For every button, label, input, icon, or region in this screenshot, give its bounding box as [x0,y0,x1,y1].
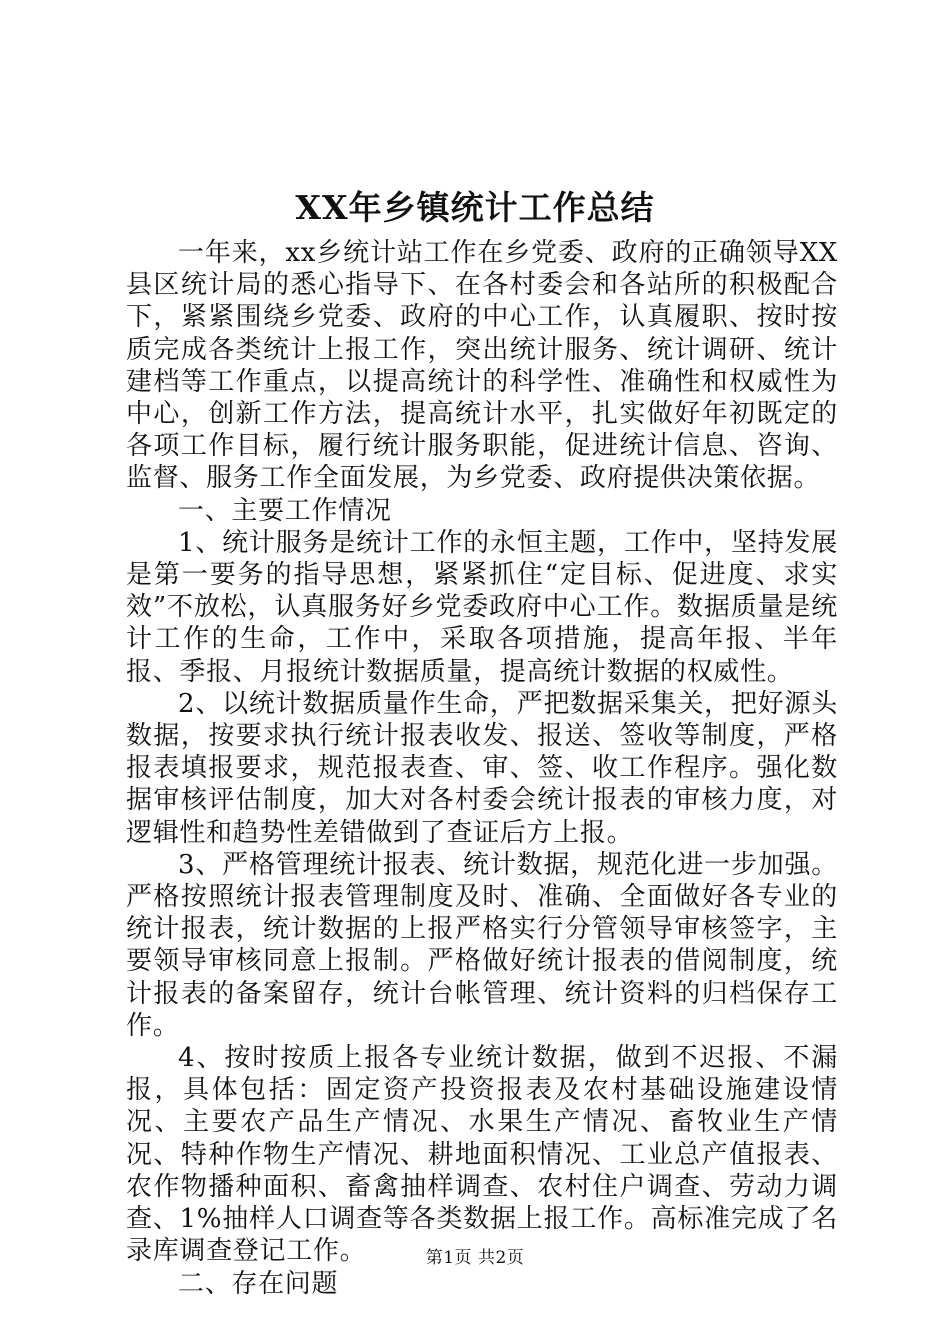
work-item-1: 1、统计服务是统计工作的永恒主题，工作中，坚持发展是第一要务的指导思想，紧紧抓住“定目标、促进度、求实效”不放松，认真服务好乡党委政府中心工作。数据质量是统计工作的生命，工作中，采取各项措施，提高年报、半年报、季报、月报统计数据质量，提高统计数据的权威性。 [126,527,838,687]
work-item-4: 4、按时按质上报各专业统计数据，做到不迟报、不漏报，具体包括：固定资产投资报表及农村基础设施建设情况、主要农产品生产情况、水果生产情况、畜牧业生产情况、特种作物生产情况、耕地面积情况、工业总产值报表、农作物播种面积、畜禽抽样调查、农村住户调查、劳动力调查、1%抽样人口调查等各类数据上报工作。高标准完成了名录库调查登记工作。 [126,1043,838,1267]
section-heading-main-work: 一、主要工作情况 [178,495,392,526]
document-title: XX年乡镇统计工作总结 [295,188,655,227]
page-number-footer: 第1页 共2页 [425,1248,525,1268]
section-heading-problems: 二、存在问题 [178,1268,339,1299]
document-body [126,237,838,1300]
work-item-2: 2、以统计数据质量作生命，严把数据采集关，把好源头数据，按要求执行统计报表收发、报送、签收等制度，严格报表填报要求，规范报表查、审、签、收工作程序。强化数据审核评估制度，加大对各村委会统计报表的审核力度，对逻辑性和趋势性差错做到了查证后方上报。 [126,688,838,848]
intro-paragraph: 一年来，xx乡统计站工作在乡党委、政府的正确领导XX县区统计局的悉心指导下、在各村委会和各站所的积极配合下，紧紧围绕乡党委、政府的中心工作，认真履职、按时按质完成各类统计上报工作，突出统计服务、统计调研、统计建档等工作重点，以提高统计的科学性、准确性和权威性为中心，创新工作方法，提高统计水平，扎实做好年初既定的各项工作目标，履行统计服务职能，促进统计信息、咨询、监督、服务工作全面发展，为乡党委、政府提供决策依据。 [126,238,838,494]
work-item-3: 3、严格管理统计报表、统计数据，规范化进一步加强。严格按照统计报表管理制度及时、准确、全面做好各专业的统计报表，统计数据的上报严格实行分管领导审核签字，主要领导审核同意上报制。严格做好统计报表的借阅制度，统计报表的备案留存，统计台帐管理、统计资料的归档保存工作。 [126,849,838,1041]
